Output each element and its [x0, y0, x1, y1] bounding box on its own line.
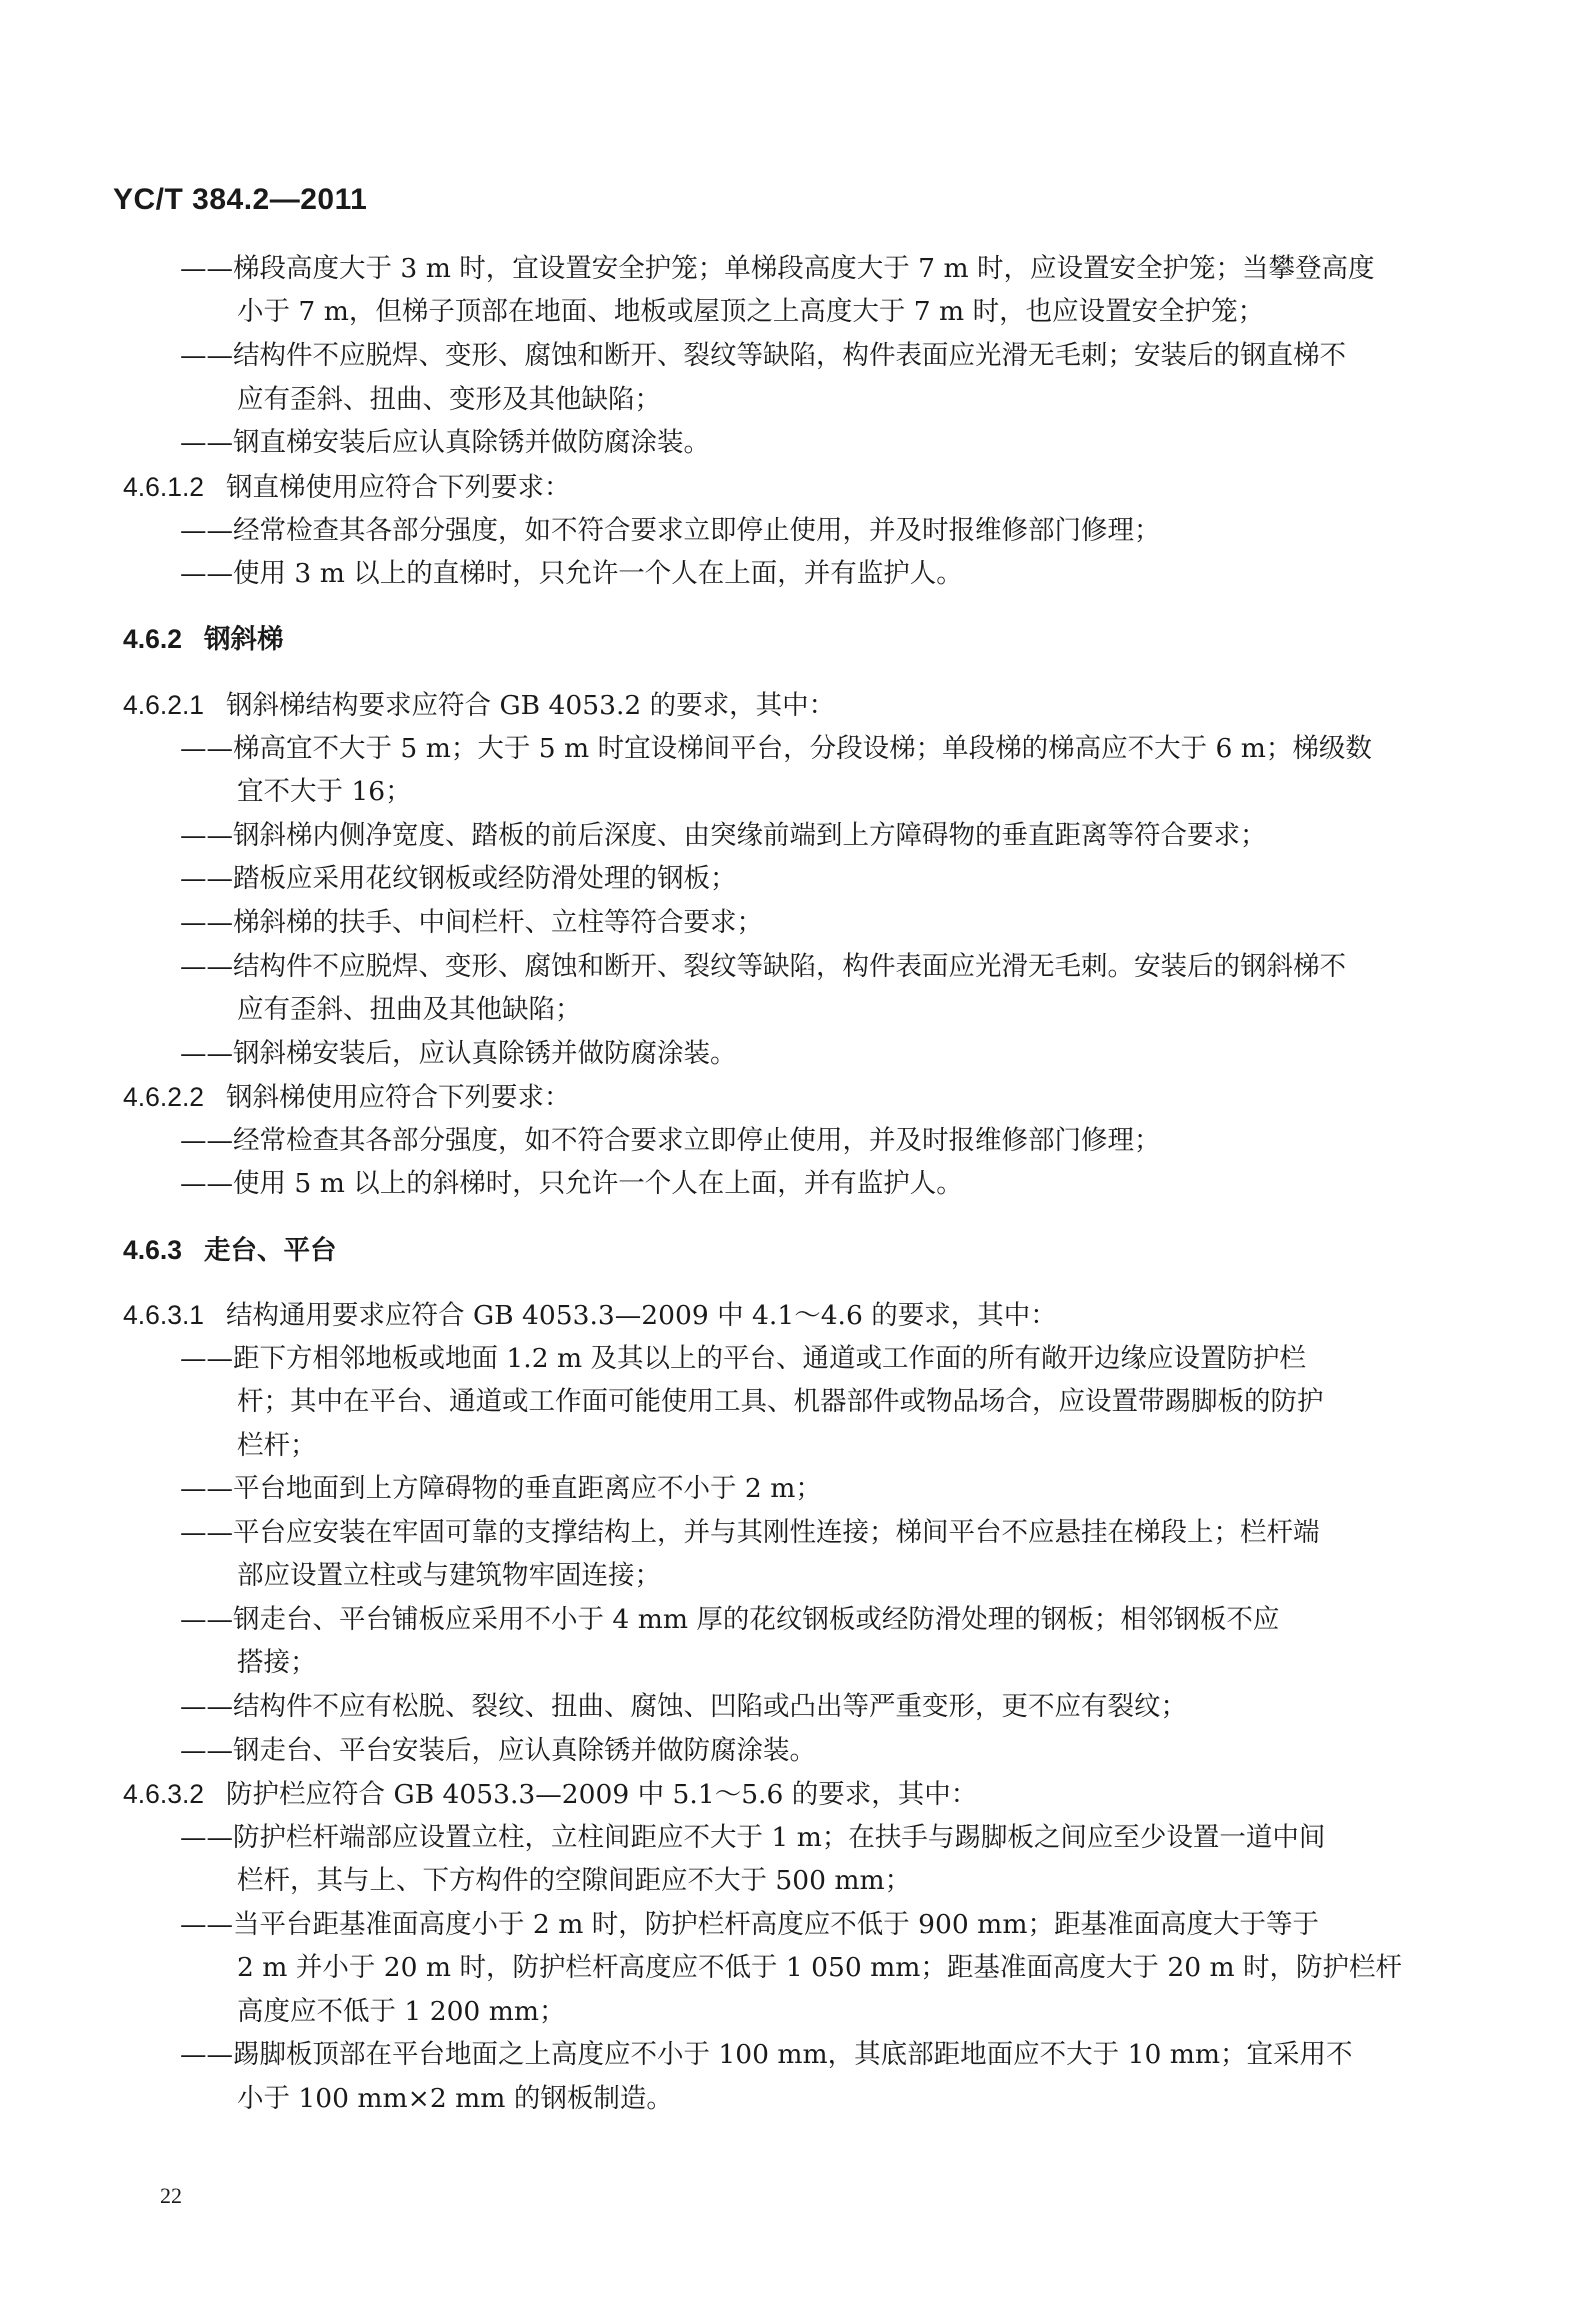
heading-text: 钢斜梯 — [203, 624, 284, 655]
clause-4-6-2-2 — [123, 1080, 571, 1115]
list-item: ——踏板应采用花纹钢板或经防滑处理的钢板； — [180, 863, 737, 894]
list-item: ——平台地面到上方障碍物的垂直距离应不小于 2 m； — [180, 1473, 822, 1504]
section-heading-4-6-2 — [123, 622, 283, 657]
list-item-continuation: 栏杆； — [237, 1430, 317, 1461]
clause-text: 钢斜梯使用应符合下列要求： — [226, 1082, 571, 1113]
document-id-header: YC/T 384.2—2011 — [113, 183, 368, 216]
list-item-continuation: 2 m 并小于 20 m 时，防护栏杆高度应不低于 1 050 mm；距基准面高度大于 20 m 时，防护栏杆 — [237, 1952, 1403, 1983]
section-heading-4-6-3 — [123, 1233, 336, 1268]
list-item: ——梯高宜不大于 5 m；大于 5 m 时宜设梯间平台，分段设梯；单段梯的梯高应不大于 6 m；梯级数 — [180, 733, 1372, 764]
list-item-continuation: 应有歪斜、扭曲及其他缺陷； — [237, 994, 582, 1025]
list-item: ——使用 3 m 以上的直梯时，只允许一个人在上面，并有监护人。 — [180, 558, 963, 589]
list-item-continuation: 搭接； — [237, 1647, 317, 1678]
clause-text: 结构通用要求应符合 GB 4053.3—2009 中 4.1～4.6 的要求，其中： — [226, 1300, 1057, 1331]
clause-text: 防护栏应符合 GB 4053.3—2009 中 5.1～5.6 的要求，其中： — [226, 1779, 978, 1810]
list-item: ——当平台距基准面高度小于 2 m 时，防护栏杆高度应不低于 900 mm；距基准面高度大于等于 — [180, 1909, 1319, 1940]
list-item: ——结构件不应脱焊、变形、腐蚀和断开、裂纹等缺陷，构件表面应光滑无毛刺。安装后的钢斜梯不 — [180, 951, 1346, 982]
list-item: ——钢走台、平台安装后，应认真除锈并做防腐涂装。 — [180, 1735, 816, 1766]
list-item-continuation: 高度应不低于 1 200 mm； — [237, 1996, 566, 2027]
clause-number: 4.6.3.1 — [123, 1300, 205, 1330]
list-item: ——钢直梯安装后应认真除锈并做防腐涂装。 — [180, 427, 710, 458]
list-item: ——钢斜梯内侧净宽度、踏板的前后深度、由突缘前端到上方障碍物的垂直距离等符合要求； — [180, 820, 1267, 851]
clause-4-6-1-2 — [123, 470, 571, 505]
list-item: ——结构件不应脱焊、变形、腐蚀和断开、裂纹等缺陷，构件表面应光滑无毛刺；安装后的钢直梯不 — [180, 340, 1346, 371]
clause-4-6-3-2 — [123, 1777, 977, 1812]
list-item: ——经常检查其各部分强度，如不符合要求立即停止使用，并及时报维修部门修理； — [180, 515, 1161, 546]
clause-4-6-2-1 — [123, 688, 835, 723]
list-item: ——结构件不应有松脱、裂纹、扭曲、腐蚀、凹陷或凸出等严重变形，更不应有裂纹； — [180, 1691, 1187, 1722]
clause-4-6-3-1 — [123, 1298, 1057, 1333]
list-item: ——梯斜梯的扶手、中间栏杆、立柱等符合要求； — [180, 907, 763, 938]
heading-number: 4.6.3 — [123, 1235, 182, 1265]
list-item-continuation: 栏杆，其与上、下方构件的空隙间距应不大于 500 mm； — [237, 1865, 912, 1896]
list-item: ——踢脚板顶部在平台地面之上高度应不小于 100 mm，其底部距地面应不大于 10 mm；宜采用不 — [180, 2039, 1353, 2070]
clause-text: 钢斜梯结构要求应符合 GB 4053.2 的要求，其中： — [226, 690, 836, 721]
list-item: ——钢走台、平台铺板应采用不小于 4 mm 厚的花纹钢板或经防滑处理的钢板；相邻钢板不应 — [180, 1604, 1280, 1635]
clause-number: 4.6.1.2 — [123, 472, 205, 502]
page-number: 22 — [160, 2183, 182, 2208]
list-item: ——防护栏杆端部应设置立柱，立柱间距应不大于 1 m；在扶手与踢脚板之间应至少设置一道中间 — [180, 1822, 1326, 1853]
list-item: ——钢斜梯安装后，应认真除锈并做防腐涂装。 — [180, 1038, 737, 1069]
list-item-continuation: 小于 100 mm×2 mm 的钢板制造。 — [237, 2083, 673, 2114]
list-item-continuation: 杆；其中在平台、通道或工作面可能使用工具、机器部件或物品场合，应设置带踢脚板的防护 — [237, 1386, 1324, 1417]
list-item: ——使用 5 m 以上的斜梯时，只允许一个人在上面，并有监护人。 — [180, 1168, 963, 1199]
heading-text: 走台、平台 — [203, 1235, 337, 1266]
clause-number: 4.6.2.1 — [123, 690, 205, 720]
clause-number: 4.6.2.2 — [123, 1082, 205, 1112]
clause-text: 钢直梯使用应符合下列要求： — [226, 472, 571, 503]
list-item: ——平台应安装在牢固可靠的支撑结构上，并与其刚性连接；梯间平台不应悬挂在梯段上；栏杆端 — [180, 1517, 1320, 1548]
list-item-continuation: 应有歪斜、扭曲、变形及其他缺陷； — [237, 384, 661, 415]
list-item: ——经常检查其各部分强度，如不符合要求立即停止使用，并及时报维修部门修理； — [180, 1125, 1161, 1156]
list-item-continuation: 小于 7 m，但梯子顶部在地面、地板或屋顶之上高度大于 7 m 时，也应设置安全护笼； — [237, 296, 1265, 327]
list-item-continuation: 宜不大于 16； — [237, 776, 412, 807]
list-item-continuation: 部应设置立柱或与建筑物牢固连接； — [237, 1560, 661, 1591]
clause-number: 4.6.3.2 — [123, 1779, 205, 1809]
list-item: ——梯段高度大于 3 m 时，宜设置安全护笼；单梯段高度大于 7 m 时，应设置安全护笼；当攀登高度 — [180, 253, 1375, 284]
list-item: ——距下方相邻地板或地面 1.2 m 及其以上的平台、通道或工作面的所有敞开边缘应设置防护栏 — [180, 1343, 1307, 1374]
heading-number: 4.6.2 — [123, 624, 182, 654]
